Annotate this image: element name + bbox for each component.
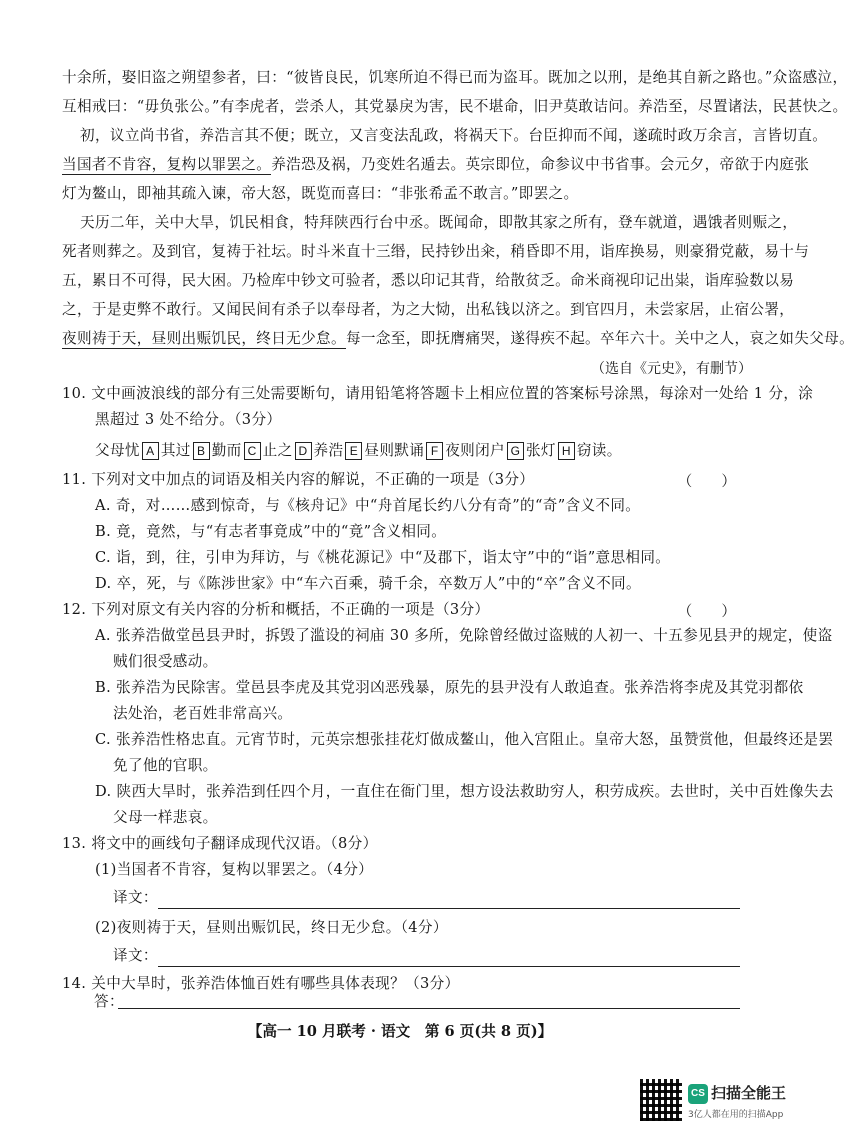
option-c-cont: 免了他的官职。 (113, 757, 218, 774)
option-b-cont: 法处治，老百姓非常高兴。 (113, 705, 293, 722)
break-option-b[interactable]: B (193, 442, 210, 460)
segment: 养浩 (313, 442, 344, 459)
answer-label: 答： (94, 993, 124, 1010)
option-a[interactable]: A. 张养浩做堂邑县尹时，拆毁了滥设的祠庙 30 多所，免除曾经做过盗贼的人初一、十五参见县尹的规定，使盗 (95, 627, 833, 644)
segment: 其过 (160, 442, 191, 459)
option-b[interactable]: B. 竟，竟然，与“有志者事竟成”中的“竟”含义相同。 (95, 523, 447, 540)
passage-line (62, 329, 854, 349)
option-d-cont: 父母一样悲哀。 (113, 809, 218, 826)
segment: 勤而 (211, 442, 242, 459)
translation-label: 译文： (113, 947, 158, 964)
break-option-a[interactable]: A (142, 442, 159, 460)
watermark-subtitle: 3亿人都在用的扫描App (688, 1110, 784, 1120)
break-option-c[interactable]: C (244, 442, 261, 460)
question-13-stem: 13. 将文中的画线句子翻译成现代汉语。（8分） (62, 835, 378, 852)
answer-line[interactable] (158, 966, 740, 967)
break-option-e[interactable]: E (345, 442, 362, 460)
option-c[interactable]: C. 张养浩性格忠直。元宵节时，元英宗想张挂花灯做成鳌山，他入宫阻止。皇帝大怒，虽赞赏他，但最终还是罢 (95, 731, 834, 748)
passage-line: 天历二年，关中大旱，饥民相食，特拜陕西行台中丞。既闻命，即散其家之所有，登车就道，遇饿者则赈之， (80, 214, 798, 231)
break-option-g[interactable]: G (507, 442, 524, 460)
option-a[interactable]: A. 奇，对……感到惊奇，与《核舟记》中“舟首尾长约八分有奇”的“奇”含义不同。 (95, 497, 641, 514)
break-option-d[interactable]: D (295, 442, 312, 460)
page-footer: 【高一 10 月联考 · 语文 第 6 页(共 8 页)】 (247, 1023, 553, 1040)
answer-paren[interactable]: （ ） (677, 603, 736, 620)
option-d[interactable]: D. 卒，死，与《陈涉世家》中“车六百乘，骑千余，卒数万人”中的“卒”含义不同。 (95, 575, 641, 592)
question-10-stem: 黑超过 3 处不给分。（3分） (95, 411, 282, 428)
passage-line: 初，议立尚书省，养浩言其不便；既立，又言变法乱政，将祸天下。台臣抑而不闻，遂疏时政万余言，言皆切直。 (80, 127, 828, 144)
answer-line[interactable] (118, 1008, 740, 1009)
option-c[interactable]: C. 诣，到，往，引申为拜访，与《桃花源记》中“及郡下，诣太守”中的“诣”意思相同。 (95, 549, 671, 566)
passage-line: 死者则葬之。及到官，复祷于社坛。时斗米直十三缗，民持钞出籴，稍昏即不用，诣库换易，则豪猾党蔽，易十与 (62, 243, 810, 260)
question-10-break-options (95, 441, 752, 461)
source-note: （选自《元史》，有删节） (591, 361, 752, 377)
question-11-stem: 11. 下列对文中加点的词语及相关内容的解说，不正确的一项是（3分） (62, 471, 535, 488)
passage-text: 养浩恐及祸，乃变姓名遁去。英宗即位，命参议中书省事。会元夕，帝欲于内庭张 (271, 156, 810, 173)
question-14-stem: 14. 关中大旱时，张养浩体恤百姓有哪些具体表现？（3分） (62, 975, 460, 992)
answer-paren[interactable]: （ ） (677, 473, 736, 490)
watermark-brand: 扫描全能王 (711, 1084, 787, 1102)
camscanner-logo: CS (688, 1084, 708, 1104)
segment: 止之 (262, 442, 293, 459)
segment: 父母忧 (95, 442, 140, 459)
option-b[interactable]: B. 张养浩为民除害。堂邑县李虎及其党羽凶恶残暴，原先的县尹没有人敢追查。张养浩将李虎及其党羽都依 (95, 679, 804, 696)
passage-line: 五，累日不可得，民大困。乃检库中钞文可验者，悉以印记其背，给散贫乏。命米商视印记出粜，诣库验数以易 (62, 272, 795, 289)
passage-line: 之，于是吏弊不敢行。又闻民间有杀子以奉母者，为之大恸，出私钱以济之。到官四月，未尝家居，止宿公署， (62, 301, 795, 318)
underlined-sentence-2: 夜则祷于天，昼则出赈饥民，终日无少怠。 (62, 330, 346, 347)
passage-line: 灯为鳌山，即袖其疏入谏，帝大怒，既览而喜曰：“非张希孟不敢言。”即罢之。 (62, 185, 579, 202)
question-13-sub-1: (1)当国者不肯容，复构以罪罢之。（4分） (95, 861, 374, 878)
question-12-stem: 12. 下列对原文有关内容的分析和概括，不正确的一项是（3分） (62, 601, 490, 618)
passage-line: 十余所，娶旧盗之朔望参者，曰：“彼皆良民，饥寒所迫不得已而为盗耳。既加之以刑，是绝其自新之路也。”众盗感泣， (62, 69, 848, 86)
segment: 张灯 (525, 442, 556, 459)
segment: 昼则默诵 (364, 442, 425, 459)
segment: 窃读。 (576, 442, 622, 459)
answer-line[interactable] (158, 908, 740, 909)
break-option-h[interactable]: H (558, 442, 575, 460)
option-a-cont: 贼们很受感动。 (113, 653, 218, 670)
question-13-sub-2: (2)夜则祷于天，昼则出赈饥民，终日无少怠。（4分） (95, 919, 448, 936)
segment: 夜则闭户 (445, 442, 505, 459)
translation-label: 译文： (113, 889, 158, 906)
passage-line: 互相戒曰：“毋负张公。”有李虎者，尝杀人，其党暴戾为害，民不堪命，旧尹莫敢诘问。养浩至，尽置诸法，民甚快之。 (62, 98, 848, 115)
underlined-sentence-1: 当国者不肯容，复构以罪罢之。 (62, 156, 272, 173)
question-10-stem: 10. 文中画波浪线的部分有三处需要断句，请用铅笔将答题卡上相应位置的答案标号涂黑，每涂对一处给 1 分，涂 (62, 385, 814, 402)
passage-line (62, 155, 810, 175)
break-option-f[interactable]: F (426, 442, 443, 460)
passage-text: 每一念至，即抚膺痛哭，遂得疾不起。卒年六十。关中之人，哀之如失父母。 (345, 330, 854, 347)
option-d[interactable]: D. 陕西大旱时，张养浩到任四个月，一直住在衙门里，想方设法救助穷人，积劳成疾。去世时，关中百姓像失去 (95, 783, 834, 800)
qr-code-icon (640, 1079, 682, 1121)
